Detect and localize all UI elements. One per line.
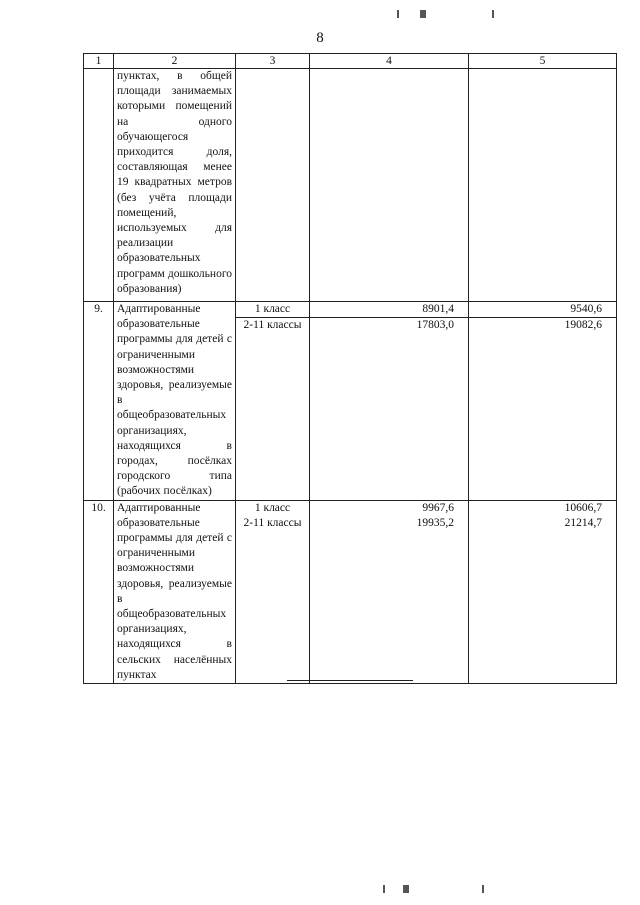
page-number: 8: [316, 30, 324, 46]
value-col4-cell: [310, 500, 469, 683]
scan-speck: [420, 10, 426, 18]
class-label-2: 2-11 классы: [243, 319, 302, 332]
tariff-table: [83, 53, 617, 684]
row-val4-cell: [310, 69, 469, 302]
value-col5-1: 10606,7: [564, 501, 602, 514]
table-row-10: [84, 500, 617, 683]
header-col-2: 2: [114, 54, 236, 69]
value-col5-1: 9540,6: [469, 302, 616, 318]
class-cell: [236, 500, 310, 683]
row-number: 9.: [84, 302, 114, 501]
class-label-1: 1 класс: [254, 501, 291, 514]
continuation-description: пунктах, в общей площади занимаемых которыми помещений на одного обучающегося приходится доля, составляющая менее 19 квадратных метров (без учёта площади помещений, используемых для реализации образовательных программ дошкольного образования): [114, 69, 236, 302]
closing-rule: [287, 680, 413, 681]
scan-speck: [383, 885, 385, 893]
value-col5-cell: [469, 302, 617, 501]
scan-speck: [482, 885, 484, 893]
table-row-9: [84, 302, 617, 501]
value-col5-2: 19082,6: [564, 319, 602, 332]
value-col4-2: 19935,2: [416, 516, 454, 529]
value-col5-2: 21214,7: [564, 516, 602, 529]
scan-speck: [397, 10, 399, 18]
header-col-3: 3: [236, 54, 310, 69]
table-header-row: [84, 54, 617, 69]
row-num-cell: [84, 69, 114, 302]
scan-speck: [403, 885, 409, 893]
value-col4-cell: [310, 302, 469, 501]
class-cell: [236, 302, 310, 501]
value-col4-2: 17803,0: [416, 319, 454, 332]
scan-speck: [492, 10, 494, 18]
row-description: Адаптированные образовательные программы для детей с ограниченными возможностями здоровья, реализуемые в общеобразовательных организациях, находящихся в городах, посёлках городского типа (рабочих посёлках): [114, 302, 236, 501]
class-label-2: 2-11 классы: [243, 516, 302, 529]
value-col5-cell: [469, 500, 617, 683]
value-col4-1: 8901,4: [310, 302, 468, 318]
header-col-4: 4: [310, 54, 469, 69]
header-col-5: 5: [469, 54, 617, 69]
row-val5-cell: [469, 69, 617, 302]
table-row-continuation: [84, 69, 617, 302]
row-class-cell: [236, 69, 310, 302]
header-col-1: 1: [84, 54, 114, 69]
value-col4-1: 9967,6: [422, 501, 454, 514]
row-description: Адаптированные образовательные программы для детей с ограниченными возможностями здоровья, реализуемые в общеобразовательных организациях, находящихся в сельских населённых пунктах: [114, 500, 236, 683]
row-number: 10.: [84, 500, 114, 683]
class-label-1: 1 класс: [236, 302, 309, 318]
